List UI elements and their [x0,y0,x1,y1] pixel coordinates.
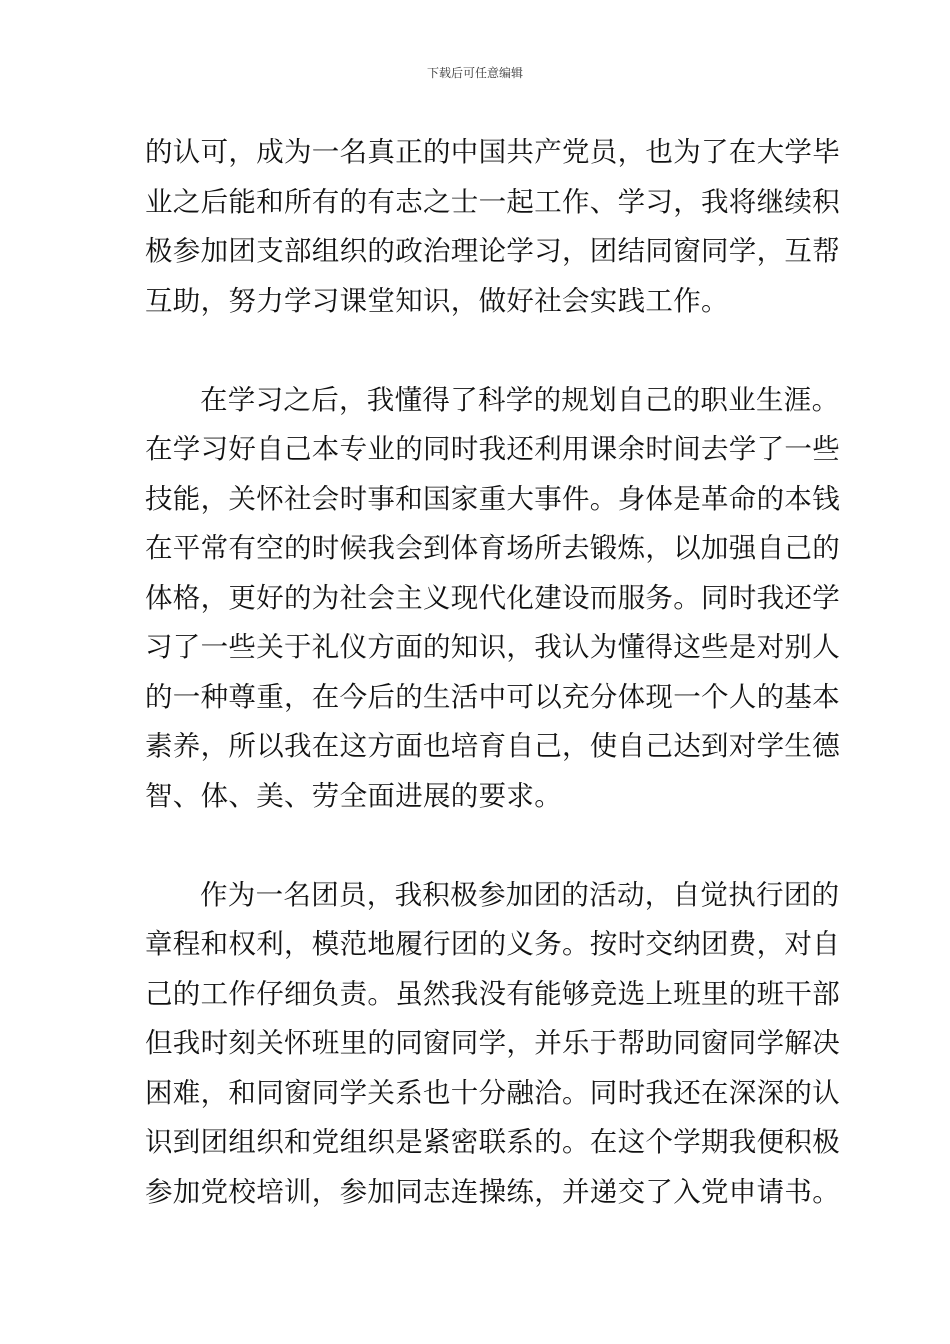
text-line: 作为一名团员，我积极参加团的活动，自觉执行团的 [200,878,840,911]
document-body [145,128,840,1217]
paragraph-1 [145,128,840,326]
text-line: 技能，关怀社会时事和国家重大事件。身体是革命的本钱 [145,482,840,515]
text-line: 在学习之后，我懂得了科学的规划自己的职业生涯。 [200,383,840,416]
text-line: 素养，所以我在这方面也培育自己，使自己达到对学生德 [145,730,840,762]
text-line: 己的工作仔细负责。虽然我没有能够竞选上班里的班干部 [145,977,840,1010]
text-line: 在学习好自己本专业的同时我还利用课余时间去学了一些 [145,433,840,465]
text-line: 极参加团支部组织的政治理论学习，团结同窗同学，互帮 [145,235,840,267]
text-line: 业之后能和所有的有志之士一起工作、学习，我将继续积 [145,185,840,218]
paragraph-3 [145,871,840,1218]
text-line: 在平常有空的时候我会到体育场所去锻炼，以加强自己的 [145,532,840,564]
paragraph-spacer [145,821,809,871]
text-line: 智、体、美、劳全面进展的要求。 [145,779,562,812]
text-line: 互助，努力学习课堂知识，做好社会实践工作。 [145,284,729,317]
text-line: 但我时刻关怀班里的同窗同学，并乐于帮助同窗同学解决 [145,1027,840,1059]
text-line: 章程和权利，模范地履行团的义务。按时交纳团费，对自 [145,928,840,960]
text-line: 习了一些关于礼仪方面的知识，我认为懂得这些是对别人 [145,631,840,663]
paragraph-2 [145,376,840,822]
paragraph-spacer [145,326,809,376]
text-line: 困难，和同窗同学关系也十分融洽。同时我还在深深的认 [145,1076,840,1109]
text-line: 的认可，成为一名真正的中国共产党员，也为了在大学毕 [145,136,840,168]
header-note: 下载后可任意编辑 [426,66,523,80]
text-line: 体格，更好的为社会主义现代化建设而服务。同时我还学 [145,581,840,614]
text-line: 参加党校培训，参加同志连操练，并递交了入党申请书。 [145,1175,840,1208]
text-line: 识到团组织和党组织是紧密联系的。在这个学期我便积极 [145,1126,840,1158]
text-line: 的一种尊重，在今后的生活中可以充分体现一个人的基本 [145,680,840,713]
